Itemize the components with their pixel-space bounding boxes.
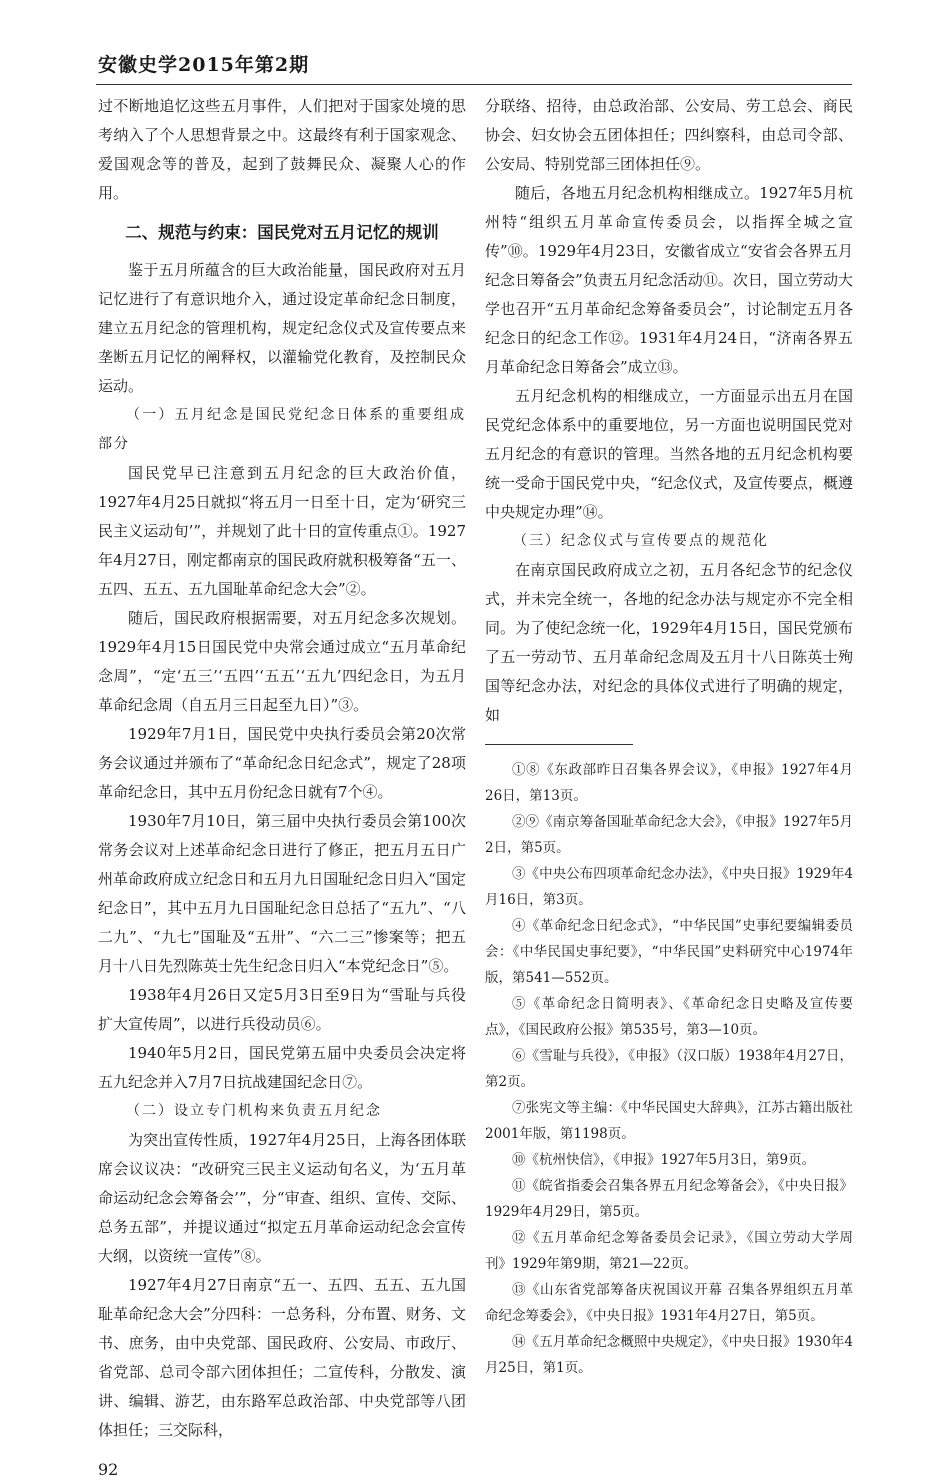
paragraph: 随后，国民政府根据需要，对五月纪念多次规划。1929年4月15日国民党中央常会通过成立“五月革命纪念周”，“定‘五三’‘五四’‘五五’‘五九’四纪念日，为五月革命纪念周（自五月三日起至九日）”③。 (98, 609, 466, 714)
right-column (485, 92, 853, 1381)
footnote: ⑦张宪文等主编：《中华民国史大辞典》，江苏古籍出版社2001年版，第1198页。 (485, 1100, 853, 1142)
left-column (98, 92, 466, 1481)
paragraph: 1940年5月2日，国民党第五届中央委员会决定将五九纪念并入7月7日抗战建国纪念日⑦。 (98, 1044, 466, 1091)
paragraph: 过不断地追忆这些五月事件，人们把对于国家处境的思考纳入了个人思想背景之中。这最终有利于国家观念、爱国观念等的普及，起到了鼓舞民众、凝聚人心的作用。 (98, 97, 466, 202)
paragraph: 1927年4月27日南京“五一、五四、五五、五九国耻革命纪念大会”分四科：一总务科，分布置、财务、文书、庶务，由中央党部、国民政府、公安局、市政厅、省党部、总司令部六团体担任；二宣传科，分散发、演讲、编辑、游艺，由东路军总政治部、中央党部等八团体担任；三交际科， (98, 1276, 466, 1439)
paragraph: 1938年4月26日又定5月3日至9日为“雪耻与兵役扩大宣传周”，以进行兵役动员⑥。 (98, 986, 466, 1033)
footnote: ①⑧《东政部昨日召集各界会议》，《申报》1927年4月26日，第13页。 (485, 762, 853, 804)
footnote: ⑩《杭州快信》，《申报》1927年5月3日，第9页。 (512, 1152, 816, 1168)
footnote: ⑥《雪耻与兵役》，《申报》（汉口版）1938年4月27日，第2页。 (485, 1048, 853, 1090)
footnote-rule (485, 744, 633, 745)
subsection-heading: （三）纪念仪式与宣传要点的规范化 (513, 533, 769, 549)
paragraph: 1929年7月1日，国民党中央执行委员会第20次常务会议通过并颁布了“革命纪念日纪念式”，规定了28项革命纪念日，其中五月份纪念日就有7个④。 (98, 725, 466, 801)
subsection-heading: （一）五月纪念是国民党纪念日体系的重要组成部分 (98, 407, 466, 452)
footnote: ⑤《革命纪念日简明表》、《革命纪念日史略及宣传要点》，《国民政府公报》第535号，第3—10页。 (485, 996, 853, 1038)
section-heading: 二、规范与约束：国民党对五月记忆的规训 (125, 223, 439, 242)
paragraph: 随后，各地五月纪念机构相继成立。1927年5月杭州特“组织五月革命宣传委员会，以指挥全城之宣传”⑩。1929年4月23日，安徽省成立“安省会各界五月纪念日筹备会”负责五月纪念活动⑪。次日，国立劳动大学也召开“五月革命纪念筹备委员会”，讨论制定五月各纪念日的纪念工作⑫。1931年4月24日，“济南各界五月革命纪念日筹备会”成立⑬。 (485, 184, 853, 376)
footnote: ⑭《五月革命纪念概照中央规定》，《中央日报》1930年4月25日，第1页。 (485, 1334, 853, 1376)
running-header: 安徽史学2015年第2期 (98, 54, 310, 76)
paragraph: 分联络、招待，由总政治部、公安局、劳工总会、商民协会、妇女协会五团体担任；四纠察科，由总司令部、公安局、特别党部三团体担任⑨。 (485, 97, 853, 173)
paragraph: 鉴于五月所蕴含的巨大政治能量，国民政府对五月记忆进行了有意识地介入，通过设定革命纪念日制度，建立五月纪念的管理机构，规定纪念仪式及宣传要点来垄断五月记忆的阐释权，以灌输党化教育，及控制民众运动。 (98, 261, 466, 395)
footnote: ⑬《山东省党部筹备庆祝国议开幕 召集各界组织五月革命纪念筹委会》，《中央日报》1931年4月27日，第5页。 (485, 1282, 853, 1324)
footnotes (485, 757, 853, 1381)
footnote: ⑪《皖省指委会召集各界五月纪念筹备会》，《中央日报》1929年4月29日，第5页。 (485, 1178, 853, 1220)
paragraph: 1930年7月10日，第三届中央执行委员会第100次常务会议对上述革命纪念日进行了修正，把五月五日广州革命政府成立纪念日和五月九日国耻纪念日归入“国定纪念日”，其中五月九日国耻纪念日总括了“五九”、“八二九”、“九七”国耻及“五卅”、“六二三”惨案等；把五月十八日先烈陈英士先生纪念日归入“本党纪念日”⑤。 (98, 812, 466, 975)
paragraph: 在南京国民政府成立之初，五月各纪念节的纪念仪式，并未完全统一，各地的纪念办法与规定亦不完全相同。为了使纪念统一化，1929年4月15日，国民党颁布了五一劳动节、五月革命纪念周及五月十八日陈英士殉国等纪念办法，对纪念的具体仪式进行了明确的规定，如 (485, 561, 853, 724)
footnote: ③《中央公布四项革命纪念办法》，《中央日报》1929年4月16日，第3页。 (485, 866, 853, 908)
paragraph: 为突出宣传性质，1927年4月25日，上海各团体联席会议议决：“改研究三民主义运动旬名义，为‘五月革命运动纪念会筹备会’”，分“审查、组织、宣传、交际、总务五部”，并提议通过“拟定五月革命运动纪念会宣传大纲，以资统一宣传”⑧。 (98, 1131, 466, 1265)
footnote: ⑫《五月革命纪念筹备委员会记录》，《国立劳动大学周刊》1929年第9期，第21—22页。 (485, 1230, 853, 1272)
paragraph: 五月纪念机构的相继成立，一方面显示出五月在国民党纪念体系中的重要地位，另一方面也说明国民党对五月纪念的有意识的管理。当然各地的五月纪念机构要统一受命于国民党中央，“纪念仪式，及宣传要点，概遵中央规定办理”⑭。 (485, 387, 853, 521)
footnote: ②⑨《南京筹备国耻革命纪念大会》，《申报》1927年5月2日，第5页。 (485, 814, 853, 856)
paragraph: 国民党早已注意到五月纪念的巨大政治价值，1927年4月25日就拟“将五月一日至十日，定为‘研究三民主义运动旬’”，并规划了此十日的宣传重点①。1927年4月27日，刚定都南京的国民政府就积极筹备“五一、五四、五五、五九国耻革命纪念大会”②。 (98, 464, 466, 598)
footnote: ④《革命纪念日纪念式》，“中华民国”史事纪要编辑委员会：《中华民国史事纪要》，“中华民国”史料研究中心1974年版，第541—552页。 (485, 918, 853, 986)
subsection-heading: （二）设立专门机构来负责五月纪念 (126, 1103, 382, 1119)
page-number: 92 (98, 1460, 119, 1479)
